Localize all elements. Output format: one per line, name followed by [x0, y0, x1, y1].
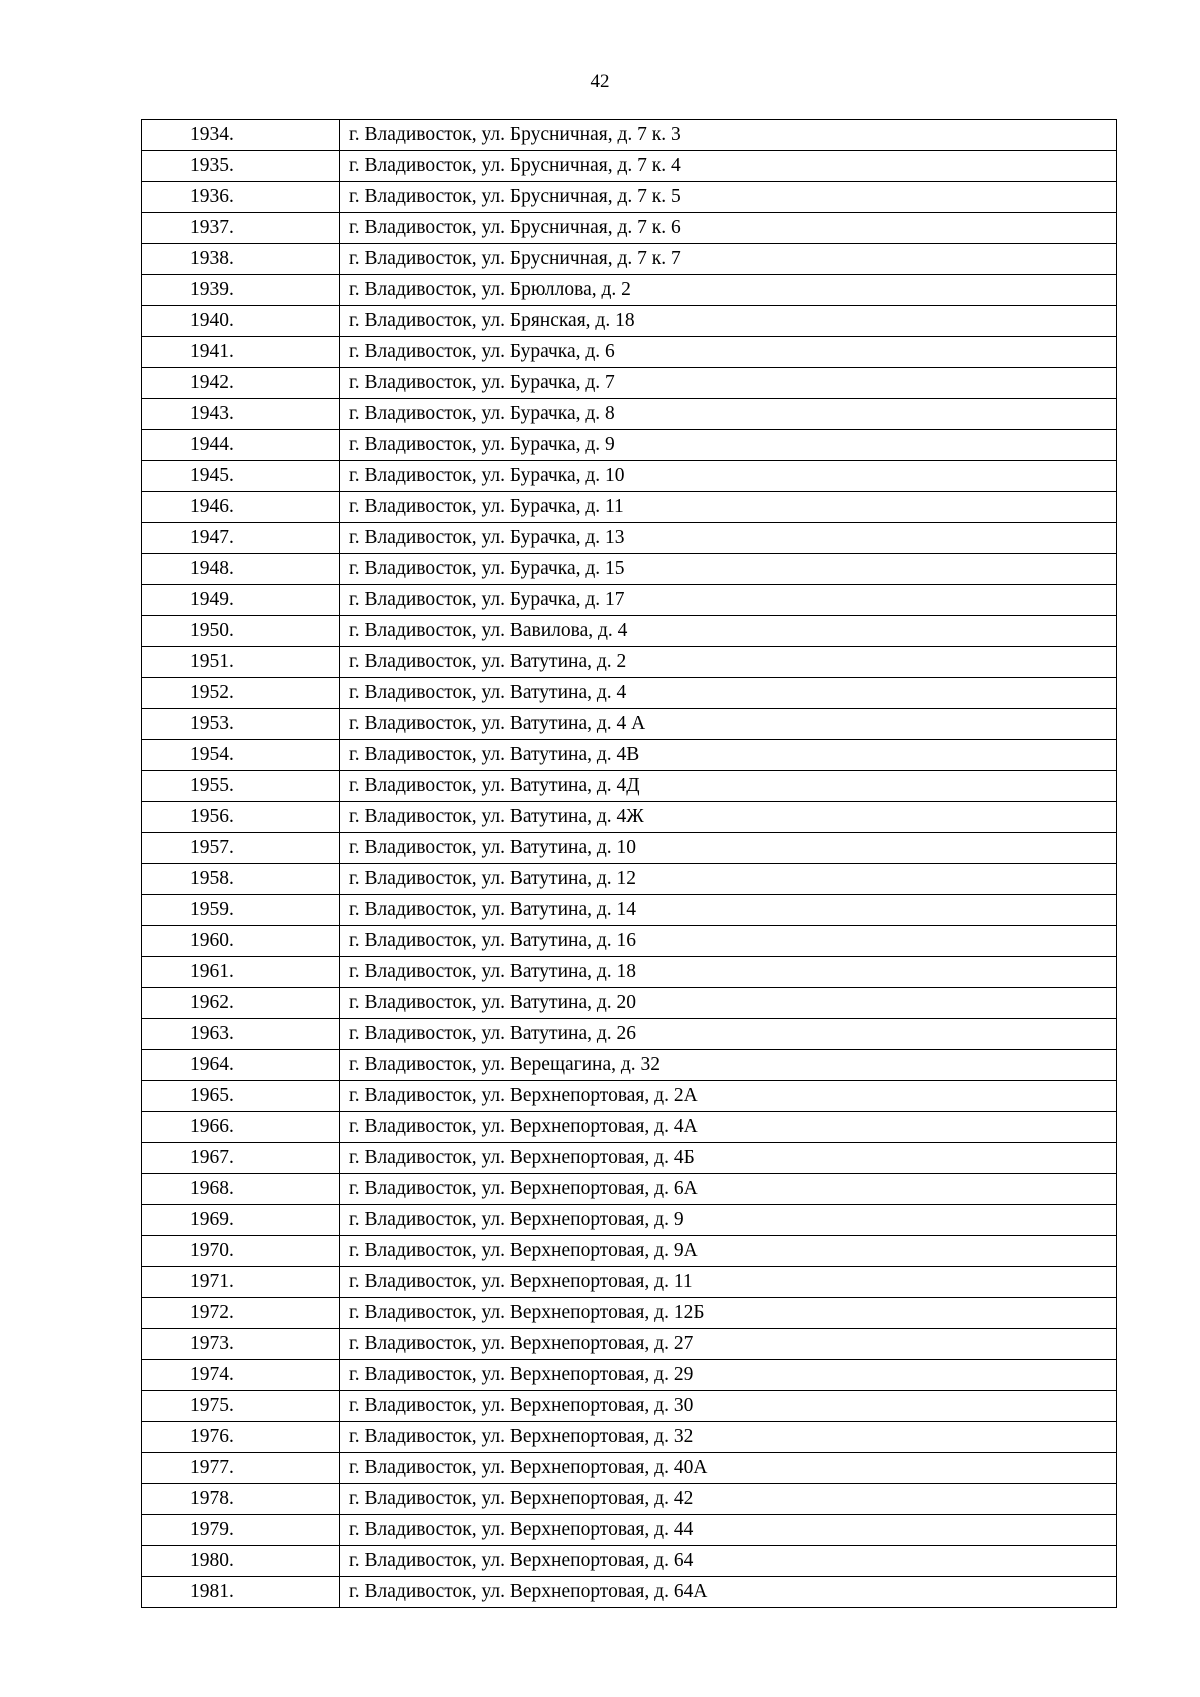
table-row [142, 492, 1117, 523]
address-cell: г. Владивосток, ул. Верещагина, д. 32 [340, 1050, 1117, 1081]
address-cell: г. Владивосток, ул. Бурачка, д. 9 [340, 430, 1117, 461]
address-cell: г. Владивосток, ул. Брусничная, д. 7 к. 7 [340, 244, 1117, 275]
address-cell: г. Владивосток, ул. Брусничная, д. 7 к. 4 [340, 151, 1117, 182]
table-row [142, 1081, 1117, 1112]
address-cell: г. Владивосток, ул. Ватутина, д. 18 [340, 957, 1117, 988]
table-row [142, 616, 1117, 647]
row-number-cell: 1954. [142, 740, 340, 771]
address-cell: г. Владивосток, ул. Бурачка, д. 8 [340, 399, 1117, 430]
table-row [142, 709, 1117, 740]
address-cell: г. Владивосток, ул. Брянская, д. 18 [340, 306, 1117, 337]
row-number-cell: 1938. [142, 244, 340, 275]
table-row [142, 1174, 1117, 1205]
address-cell: г. Владивосток, ул. Верхнепортовая, д. 32 [340, 1422, 1117, 1453]
table-row [142, 1391, 1117, 1422]
address-cell: г. Владивосток, ул. Ватутина, д. 4 [340, 678, 1117, 709]
address-cell: г. Владивосток, ул. Ватутина, д. 20 [340, 988, 1117, 1019]
row-number-cell: 1963. [142, 1019, 340, 1050]
address-cell: г. Владивосток, ул. Ватутина, д. 16 [340, 926, 1117, 957]
row-number-cell: 1953. [142, 709, 340, 740]
address-cell: г. Владивосток, ул. Верхнепортовая, д. 27 [340, 1329, 1117, 1360]
table-row [142, 1360, 1117, 1391]
table-row [142, 678, 1117, 709]
table-row [142, 1019, 1117, 1050]
address-cell: г. Владивосток, ул. Ватутина, д. 4 А [340, 709, 1117, 740]
address-cell: г. Владивосток, ул. Ватутина, д. 26 [340, 1019, 1117, 1050]
address-cell: г. Владивосток, ул. Ватутина, д. 10 [340, 833, 1117, 864]
row-number-cell: 1964. [142, 1050, 340, 1081]
row-number-cell: 1937. [142, 213, 340, 244]
row-number-cell: 1968. [142, 1174, 340, 1205]
row-number-cell: 1979. [142, 1515, 340, 1546]
address-cell: г. Владивосток, ул. Ватутина, д. 14 [340, 895, 1117, 926]
table-row [142, 1112, 1117, 1143]
table-row [142, 771, 1117, 802]
row-number-cell: 1945. [142, 461, 340, 492]
address-cell: г. Владивосток, ул. Верхнепортовая, д. 11 [340, 1267, 1117, 1298]
table-row [142, 368, 1117, 399]
table-row [142, 1298, 1117, 1329]
row-number-cell: 1939. [142, 275, 340, 306]
address-cell: г. Владивосток, ул. Верхнепортовая, д. 64 [340, 1546, 1117, 1577]
row-number-cell: 1978. [142, 1484, 340, 1515]
row-number-cell: 1956. [142, 802, 340, 833]
table-row [142, 213, 1117, 244]
address-cell: г. Владивосток, ул. Верхнепортовая, д. 12Б [340, 1298, 1117, 1329]
table-row [142, 275, 1117, 306]
row-number-cell: 1949. [142, 585, 340, 616]
address-cell: г. Владивосток, ул. Бурачка, д. 11 [340, 492, 1117, 523]
row-number-cell: 1980. [142, 1546, 340, 1577]
row-number-cell: 1959. [142, 895, 340, 926]
table-row [142, 1546, 1117, 1577]
table-row [142, 647, 1117, 678]
table-row [142, 182, 1117, 213]
table-row [142, 926, 1117, 957]
address-cell: г. Владивосток, ул. Бурачка, д. 6 [340, 337, 1117, 368]
address-cell: г. Владивосток, ул. Бурачка, д. 17 [340, 585, 1117, 616]
table-row [142, 802, 1117, 833]
address-cell: г. Владивосток, ул. Верхнепортовая, д. 64А [340, 1577, 1117, 1608]
address-cell: г. Владивосток, ул. Бурачка, д. 7 [340, 368, 1117, 399]
row-number-cell: 1974. [142, 1360, 340, 1391]
row-number-cell: 1936. [142, 182, 340, 213]
address-cell: г. Владивосток, ул. Брюллова, д. 2 [340, 275, 1117, 306]
table-row [142, 833, 1117, 864]
address-cell: г. Владивосток, ул. Бурачка, д. 13 [340, 523, 1117, 554]
address-cell: г. Владивосток, ул. Верхнепортовая, д. 6А [340, 1174, 1117, 1205]
address-table [141, 119, 1117, 1608]
table-row [142, 430, 1117, 461]
table-row [142, 1515, 1117, 1546]
address-table-body [142, 120, 1117, 1608]
row-number-cell: 1955. [142, 771, 340, 802]
table-row [142, 1453, 1117, 1484]
address-cell: г. Владивосток, ул. Ватутина, д. 2 [340, 647, 1117, 678]
address-cell: г. Владивосток, ул. Верхнепортовая, д. 2А [340, 1081, 1117, 1112]
address-cell: г. Владивосток, ул. Ватутина, д. 4Д [340, 771, 1117, 802]
table-row [142, 1236, 1117, 1267]
address-cell: г. Владивосток, ул. Брусничная, д. 7 к. 3 [340, 120, 1117, 151]
address-cell: г. Владивосток, ул. Верхнепортовая, д. 9 [340, 1205, 1117, 1236]
table-row [142, 1143, 1117, 1174]
table-row [142, 337, 1117, 368]
address-cell: г. Владивосток, ул. Верхнепортовая, д. 40А [340, 1453, 1117, 1484]
table-row [142, 554, 1117, 585]
address-cell: г. Владивосток, ул. Бурачка, д. 10 [340, 461, 1117, 492]
table-row [142, 1422, 1117, 1453]
table-row [142, 244, 1117, 275]
address-cell: г. Владивосток, ул. Ватутина, д. 4Ж [340, 802, 1117, 833]
address-cell: г. Владивосток, ул. Бурачка, д. 15 [340, 554, 1117, 585]
table-row [142, 957, 1117, 988]
table-row [142, 864, 1117, 895]
address-cell: г. Владивосток, ул. Брусничная, д. 7 к. 5 [340, 182, 1117, 213]
address-cell: г. Владивосток, ул. Ватутина, д. 4В [340, 740, 1117, 771]
row-number-cell: 1934. [142, 120, 340, 151]
row-number-cell: 1976. [142, 1422, 340, 1453]
row-number-cell: 1962. [142, 988, 340, 1019]
row-number-cell: 1966. [142, 1112, 340, 1143]
row-number-cell: 1946. [142, 492, 340, 523]
row-number-cell: 1948. [142, 554, 340, 585]
row-number-cell: 1957. [142, 833, 340, 864]
address-cell: г. Владивосток, ул. Верхнепортовая, д. 42 [340, 1484, 1117, 1515]
address-cell: г. Владивосток, ул. Верхнепортовая, д. 9А [340, 1236, 1117, 1267]
table-row [142, 461, 1117, 492]
row-number-cell: 1969. [142, 1205, 340, 1236]
address-cell: г. Владивосток, ул. Ватутина, д. 12 [340, 864, 1117, 895]
table-row [142, 1329, 1117, 1360]
table-row [142, 306, 1117, 337]
table-row [142, 120, 1117, 151]
table-row [142, 895, 1117, 926]
table-row [142, 399, 1117, 430]
address-cell: г. Владивосток, ул. Брусничная, д. 7 к. 6 [340, 213, 1117, 244]
row-number-cell: 1952. [142, 678, 340, 709]
row-number-cell: 1973. [142, 1329, 340, 1360]
table-row [142, 585, 1117, 616]
page-number: 42 [590, 71, 610, 92]
table-row [142, 1577, 1117, 1608]
row-number-cell: 1947. [142, 523, 340, 554]
row-number-cell: 1971. [142, 1267, 340, 1298]
row-number-cell: 1941. [142, 337, 340, 368]
row-number-cell: 1951. [142, 647, 340, 678]
row-number-cell: 1943. [142, 399, 340, 430]
table-row [142, 1205, 1117, 1236]
row-number-cell: 1942. [142, 368, 340, 399]
row-number-cell: 1950. [142, 616, 340, 647]
address-cell: г. Владивосток, ул. Верхнепортовая, д. 30 [340, 1391, 1117, 1422]
row-number-cell: 1961. [142, 957, 340, 988]
table-row [142, 988, 1117, 1019]
address-cell: г. Владивосток, ул. Верхнепортовая, д. 44 [340, 1515, 1117, 1546]
row-number-cell: 1944. [142, 430, 340, 461]
table-row [142, 1484, 1117, 1515]
address-cell: г. Владивосток, ул. Верхнепортовая, д. 4Б [340, 1143, 1117, 1174]
table-row [142, 151, 1117, 182]
row-number-cell: 1965. [142, 1081, 340, 1112]
address-cell: г. Владивосток, ул. Вавилова, д. 4 [340, 616, 1117, 647]
address-cell: г. Владивосток, ул. Верхнепортовая, д. 29 [340, 1360, 1117, 1391]
row-number-cell: 1958. [142, 864, 340, 895]
row-number-cell: 1935. [142, 151, 340, 182]
table-row [142, 1050, 1117, 1081]
address-cell: г. Владивосток, ул. Верхнепортовая, д. 4А [340, 1112, 1117, 1143]
row-number-cell: 1972. [142, 1298, 340, 1329]
row-number-cell: 1940. [142, 306, 340, 337]
row-number-cell: 1960. [142, 926, 340, 957]
row-number-cell: 1977. [142, 1453, 340, 1484]
row-number-cell: 1967. [142, 1143, 340, 1174]
row-number-cell: 1981. [142, 1577, 340, 1608]
table-row [142, 740, 1117, 771]
row-number-cell: 1975. [142, 1391, 340, 1422]
row-number-cell: 1970. [142, 1236, 340, 1267]
table-row [142, 1267, 1117, 1298]
table-row [142, 523, 1117, 554]
